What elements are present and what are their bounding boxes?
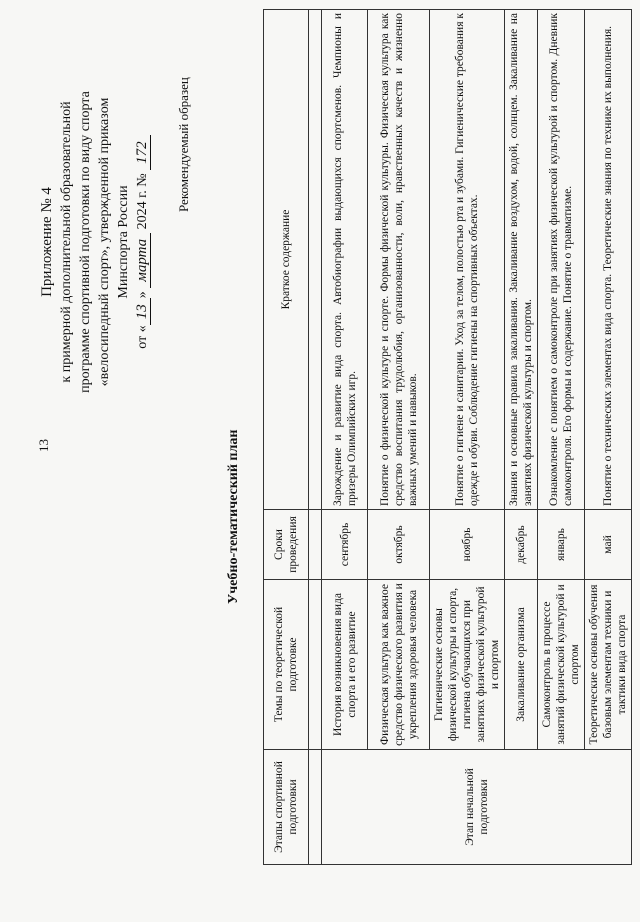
term-cell: октябрь [368, 510, 430, 580]
table-row [505, 10, 538, 865]
table-row [585, 10, 632, 865]
date-mid: » [135, 291, 150, 299]
empty-cell [309, 580, 322, 750]
content-cell: Ознакомление с понятием о самоконтроле при занятиях физической культурой и спортом. Дневник самоконтроля. Его формы и содержание. Понятие о травматизме. [538, 10, 585, 510]
header-stage: Этапы спортивной подготовки [264, 750, 309, 865]
theme-cell: Самоконтроль в процессе занятий физической культурой и спортом [538, 580, 585, 750]
page-number: 13 [36, 439, 51, 452]
heading-line-1: к примерной дополнительной образовательной [59, 101, 74, 383]
empty-spacer-row [309, 10, 322, 865]
appendix-heading [38, 42, 152, 442]
theme-cell: История возникновения вида спорта и его развитие [322, 580, 368, 750]
term-cell: ноябрь [430, 510, 505, 580]
table-row [368, 10, 430, 865]
date-prefix: от « [135, 325, 150, 349]
date-month: марта [134, 233, 151, 288]
content-cell: Понятие о физической культуре и спорте. Формы физической культуры. Физическая культура как средство воспитания трудолюбия, организованности, воли, нравственных качеств и жизненно важных умений и навыков. [368, 10, 430, 510]
term-cell: сентябрь [322, 510, 368, 580]
date-year: 2024 г. № [135, 173, 150, 230]
term-cell: январь [538, 510, 585, 580]
recommended-sample-label: Рекомендуемый образец [176, 77, 191, 212]
theme-cell: Теоретические основы обучения базовым элементам техники и тактики вида спорта [585, 580, 632, 750]
theme-cell: Физическая культура как важное средство физического развития и укрепления здоровья человека [368, 580, 430, 750]
header-term: Сроки проведения [264, 510, 309, 580]
header-content: Краткое содержание [264, 10, 309, 510]
term-cell: декабрь [505, 510, 538, 580]
theme-cell: Закаливание организма [505, 580, 538, 750]
order-number: 172 [134, 135, 151, 170]
empty-cell [309, 510, 322, 580]
table-row [430, 10, 505, 865]
appendix-title: Приложение № 4 [39, 187, 55, 297]
thematic-plan-table [263, 9, 632, 865]
table-row [322, 10, 368, 865]
content-cell: Понятие о гигиене и санитарии. Уход за телом, полостью рта и зубами. Гигиенические требования к одежде и обуви. Соблюдение гигиены на спортивных объектах. [430, 10, 505, 510]
heading-line-3: «велосипедный спорт», утвержденной приказом [97, 97, 112, 387]
content-cell: Знания и основные правила закаливания. Закаливание воздухом, водой, солнцем. Закаливание на занятиях физической культуры и спортом. [505, 10, 538, 510]
empty-cell [309, 750, 322, 865]
term-cell: май [585, 510, 632, 580]
table-row [538, 10, 585, 865]
heading-line-2: программе спортивной подготовки по виду спорта [78, 91, 93, 393]
empty-cell [309, 10, 322, 510]
stage-cell: Этап начальной подготовки [322, 750, 632, 865]
plan-title: Учебно-тематический план [226, 429, 241, 604]
date-day: 13 [134, 298, 151, 325]
order-date-line [133, 42, 152, 442]
theme-cell: Гигиенические основы физической культуры и спорта, гигиена обучающихся при занятиях физической культурой и спортом [430, 580, 505, 750]
table-header-row [264, 10, 309, 865]
heading-line-4: Минспорта России [116, 185, 131, 299]
content-cell: Понятие о технических элементах вида спорта. Теоретические знания по технике их выполнения. [585, 10, 632, 510]
content-cell: Зарождение и развитие вида спорта. Автобиографии выдающихся спортсменов. Чемпионы и призеры Олимпийских игр. [322, 10, 368, 510]
header-theme: Темы по теоретической подготовке [264, 580, 309, 750]
